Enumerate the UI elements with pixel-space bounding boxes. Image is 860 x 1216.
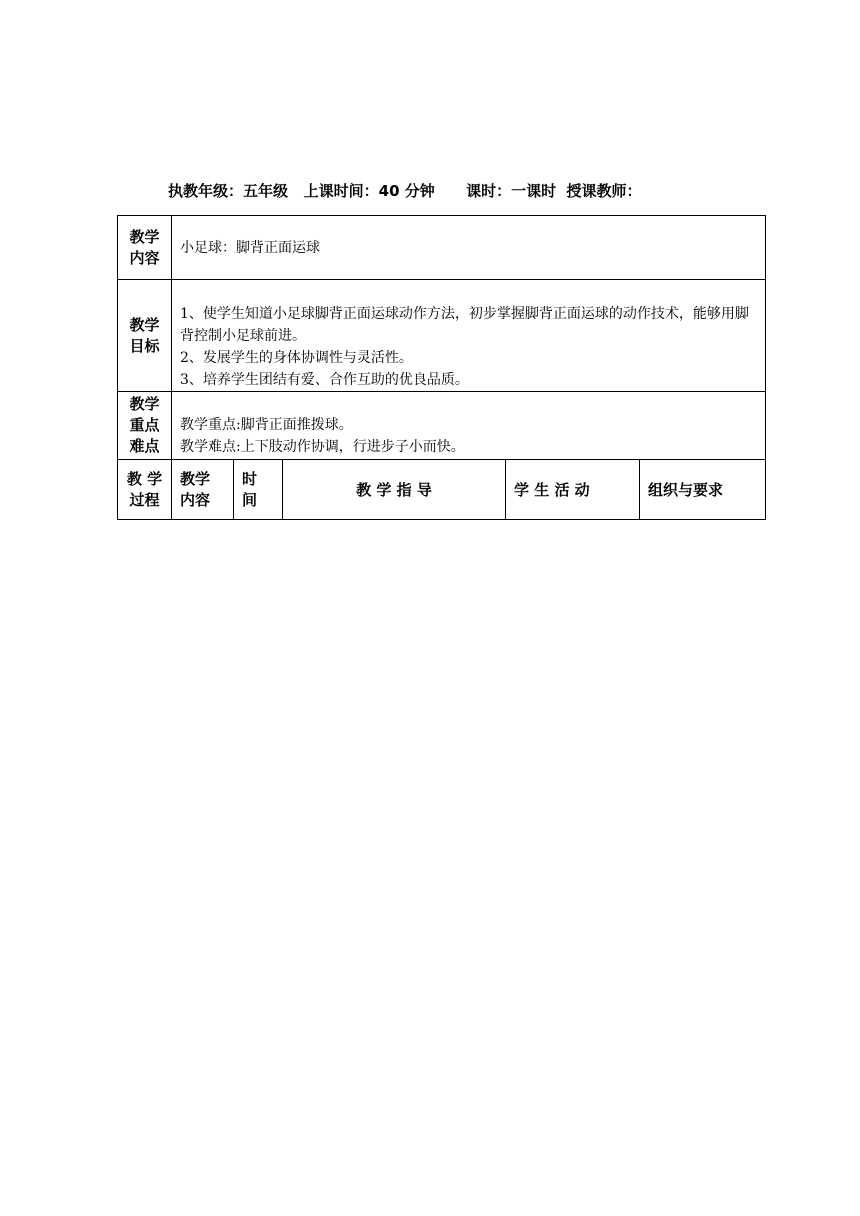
organization-requirements-column-header: 组织与要求 [640, 460, 766, 520]
process-content-column-header [172, 460, 234, 520]
teaching-goals-row [118, 280, 766, 392]
lesson-info-header: 执教年级：五年级 上课时间：40 分钟 课时：一课时 授课教师： [168, 182, 642, 200]
column-header-text: 教学 内容 [180, 469, 211, 509]
teaching-goals-label [118, 280, 172, 392]
process-time-column-header [234, 460, 283, 520]
teaching-goals-list [172, 280, 766, 392]
lesson-plan-table [117, 215, 766, 520]
label-text: 教学 内容 [129, 227, 160, 267]
teaching-content-value: 小足球：脚背正面运球 [172, 216, 766, 280]
key-difficult-points-label [118, 392, 172, 460]
column-header-text: 时 间 [242, 469, 258, 509]
difficult-point-text: 教学难点:上下肢动作协调，行进步子小而快。 [180, 438, 465, 455]
teaching-process-label [118, 460, 172, 520]
goal-item-1: 1、使学生知道小足球脚背正面运球动作方法，初步掌握脚背正面运球的动作技术，能够用脚背控制小足球前进。 [180, 305, 749, 344]
key-point-text: 教学重点:脚背正面推拨球。 [180, 416, 353, 433]
label-text: 教学 目标 [129, 315, 160, 355]
teaching-content-row [118, 216, 766, 280]
teaching-content-label [118, 216, 172, 280]
key-difficult-points-value [172, 392, 766, 460]
teaching-process-header-row [118, 460, 766, 520]
label-text: 教学 重点 难点 [129, 395, 160, 455]
key-difficult-points-row [118, 392, 766, 460]
label-text: 教 学 过程 [126, 469, 163, 509]
student-activity-column-header: 学 生 活 动 [506, 460, 640, 520]
teaching-guidance-column-header: 教 学 指 导 [283, 460, 506, 520]
goal-item-3: 3、培养学生团结有爱、合作互助的优良品质。 [180, 371, 469, 388]
goal-item-2: 2、发展学生的身体协调性与灵活性。 [180, 349, 413, 366]
